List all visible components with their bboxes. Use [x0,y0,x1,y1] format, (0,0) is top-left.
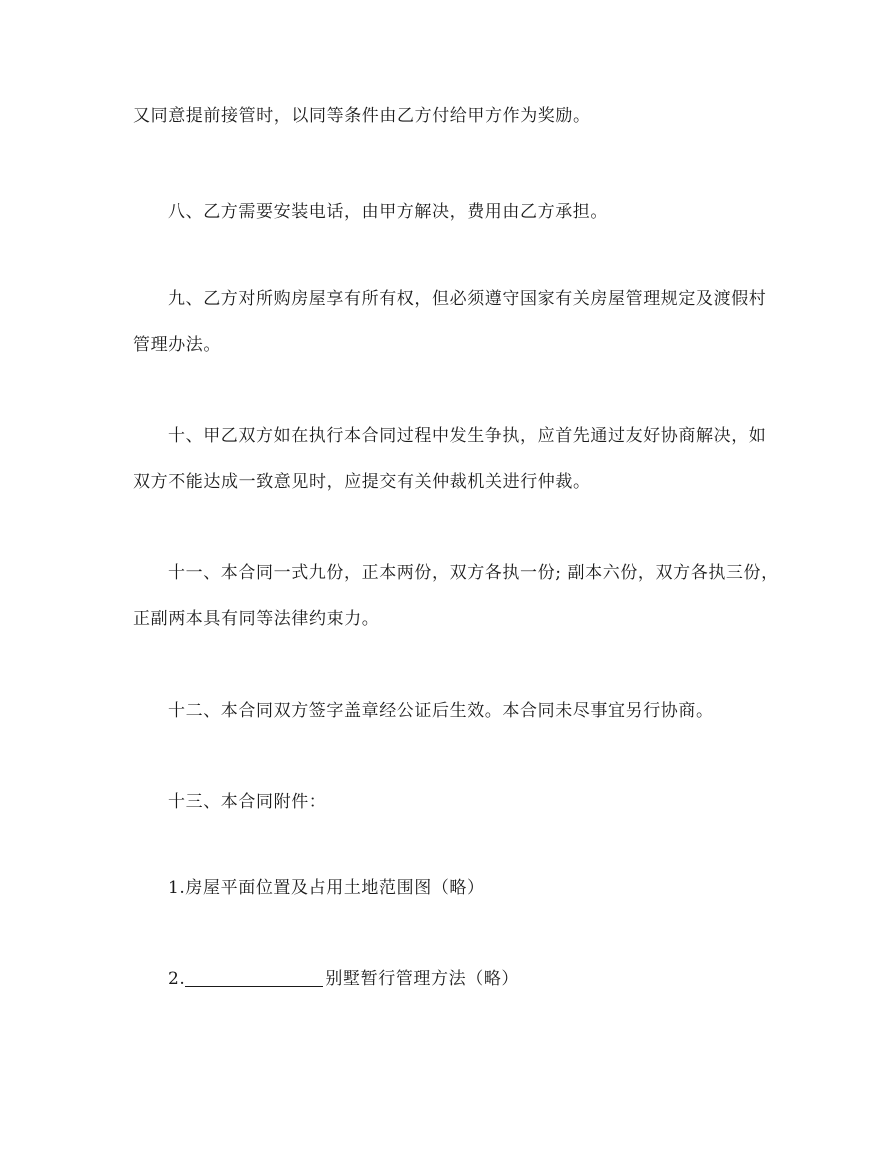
clause-13: 十三、本合同附件： [168,792,327,812]
clause-11-line-2: 正副两本具有同等法律约束力。 [133,609,380,629]
clause-9-line-1: 九、乙方对所购房屋享有所有权，但必须遵守国家有关房屋管理规定及渡假村 [168,289,767,309]
attachment-2-title: 别墅暂行管理方法（略） [325,969,520,989]
attachment-1: 1.房屋平面位置及占用土地范围图（略） [168,878,485,898]
attachment-2 [168,969,519,989]
paragraph-continuation: 又同意提前接管时，以同等条件由乙方付给甲方作为奖励。 [133,106,591,126]
clause-10-line-1: 十、甲乙双方如在执行本合同过程中发生争执，应首先通过友好协商解决，如 [168,426,767,446]
clause-10-line-2: 双方不能达成一致意见时，应提交有关仲裁机关进行仲裁。 [133,472,591,492]
clause-8: 八、乙方需要安装电话，由甲方解决，费用由乙方承担。 [168,202,608,222]
fill-in-blank [185,970,323,987]
attachment-2-number: 2. [168,969,186,989]
clause-11-line-1: 十一、本合同一式九份，正本两份，双方各执一份; 副本六份，双方各执三份， [168,563,779,583]
clause-9-line-2: 管理办法。 [133,335,221,355]
clause-12: 十二、本合同双方签字盖章经公证后生效。本合同未尽事宜另行协商。 [168,701,714,721]
